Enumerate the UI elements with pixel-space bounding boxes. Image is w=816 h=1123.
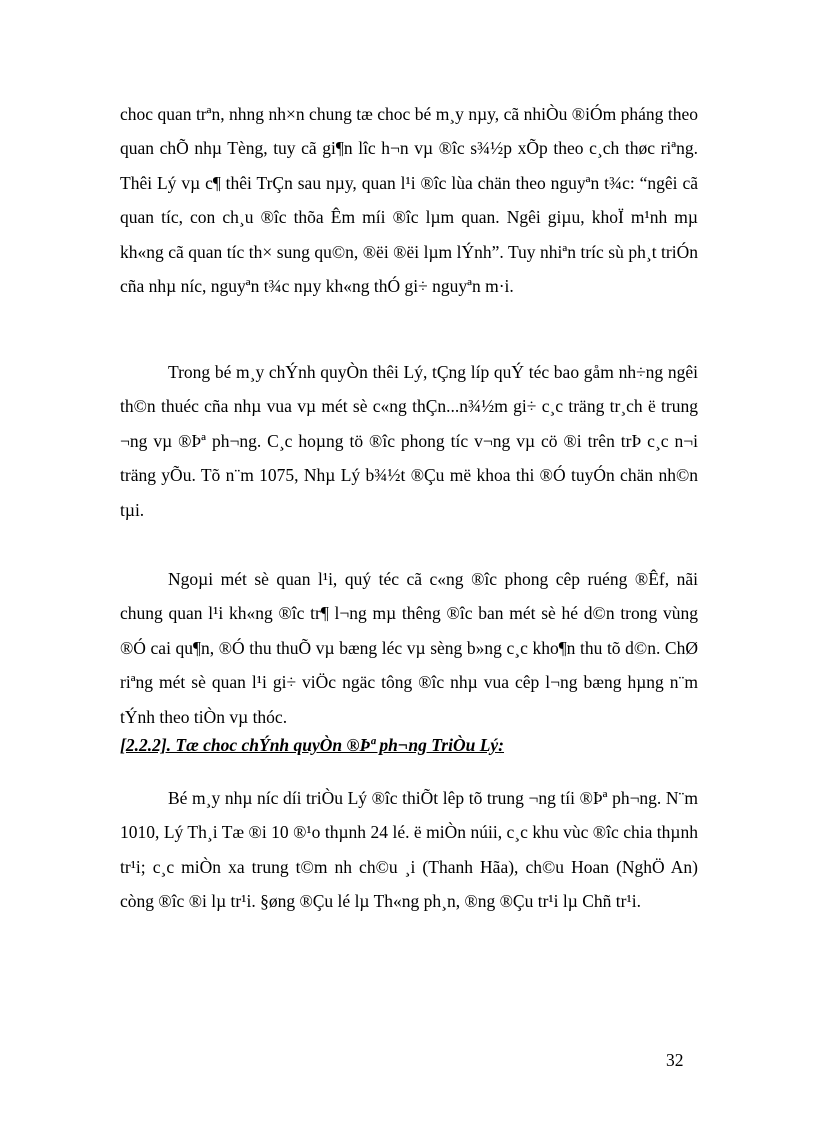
page-number: 32: [666, 1050, 684, 1070]
body-paragraph-3: Ngoµi mét sè quan l¹i, quý téc cã c«ng ®îc phong cêp ruéng ®Êf, nãi chung quan l¹i kh«ng ®îc tr¶ l¬ng mµ thêng ®îc ban mét sè hé d©n trong vùng ®Ó cai qu¶n, ®Ó thu thuÕ vµ bæng léc vµ sèng b»ng c¸c kho¶n thu tõ d©n. ChØ riªng mét sè quan l¹i gi÷ viÖc ngäc tông ®îc nhµ vua cêp l¬ng bæng hµng n¨m tÝnh theo tiÒn vµ thóc.: [120, 569, 698, 727]
section-heading: [2.2.2]. Tæ choc chÝnh quyÒn ®Þª ph¬ng TriÒu Lý:: [120, 735, 505, 755]
body-paragraph-1: choc quan trªn, nhng nh×n chung tæ choc bé m¸y nµy, cã nhiÒu ®iÓm pháng theo quan chÕ nhµ Tèng, tuy cã gi¶n lîc h¬n vµ ®îc s¾½p xÕp theo c¸ch thøc riªng. Thêi Lý vµ c¶ thêi TrÇn sau nµy, quan l¹i ®îc lùa chän theo nguyªn t¾c: “ngêi cã quan tíc, con ch¸u ®îc thõa Êm míi ®îc lµm quan. Ngêi giµu, khoÏ m¹nh mµ kh«ng cã quan tíc th× sung qu©n, ®ëi ®ëi lµm lÝnh”. Tuy nhiªn tríc sù ph¸t triÓn cña nhµ níc, nguyªn t¾c nµy kh«ng thÓ gi÷ nguyªn m·i.: [120, 104, 698, 297]
body-paragraph-4: Bé m¸y nhµ níc díi triÒu Lý ®îc thiÕt lêp tõ trung ¬ng tíi ®Þª ph¬ng. N¨m 1010, Lý Th¸i Tæ ®i 10 ®¹o thµnh 24 lé. ë miÒn núii, c¸c khu vùc ®îc chia thµnh tr¹i; c¸c miÒn xa trung t©m nh ch©u ¸i (Thanh Hãa), ch©u Hoan (NghÖ An) còng ®îc ®i lµ tr¹i. §øng ®Çu lé lµ Th«ng ph¸n, ®ng ®Çu tr¹i lµ Chñ tr¹i.: [120, 788, 698, 912]
body-paragraph-2: Trong bé m¸y chÝnh quyÒn thêi Lý, tÇng líp quÝ téc bao gåm nh÷ng ngêi th©n thuéc cña nhµ vua vµ mét sè c«ng thÇn...n¾½m gi÷ c¸c träng tr¸ch ë trung ¬ng vµ ®Þª ph¬ng. C¸c hoµng tö ®îc phong tíc v¬ng vµ cö ®i trên trÞ c¸c n¬i träng yÕu. Tõ n¨m 1075, Nhµ Lý b¾½t ®Çu më khoa thi ®Ó tuyÓn chän nh©n tµi.: [120, 362, 698, 520]
